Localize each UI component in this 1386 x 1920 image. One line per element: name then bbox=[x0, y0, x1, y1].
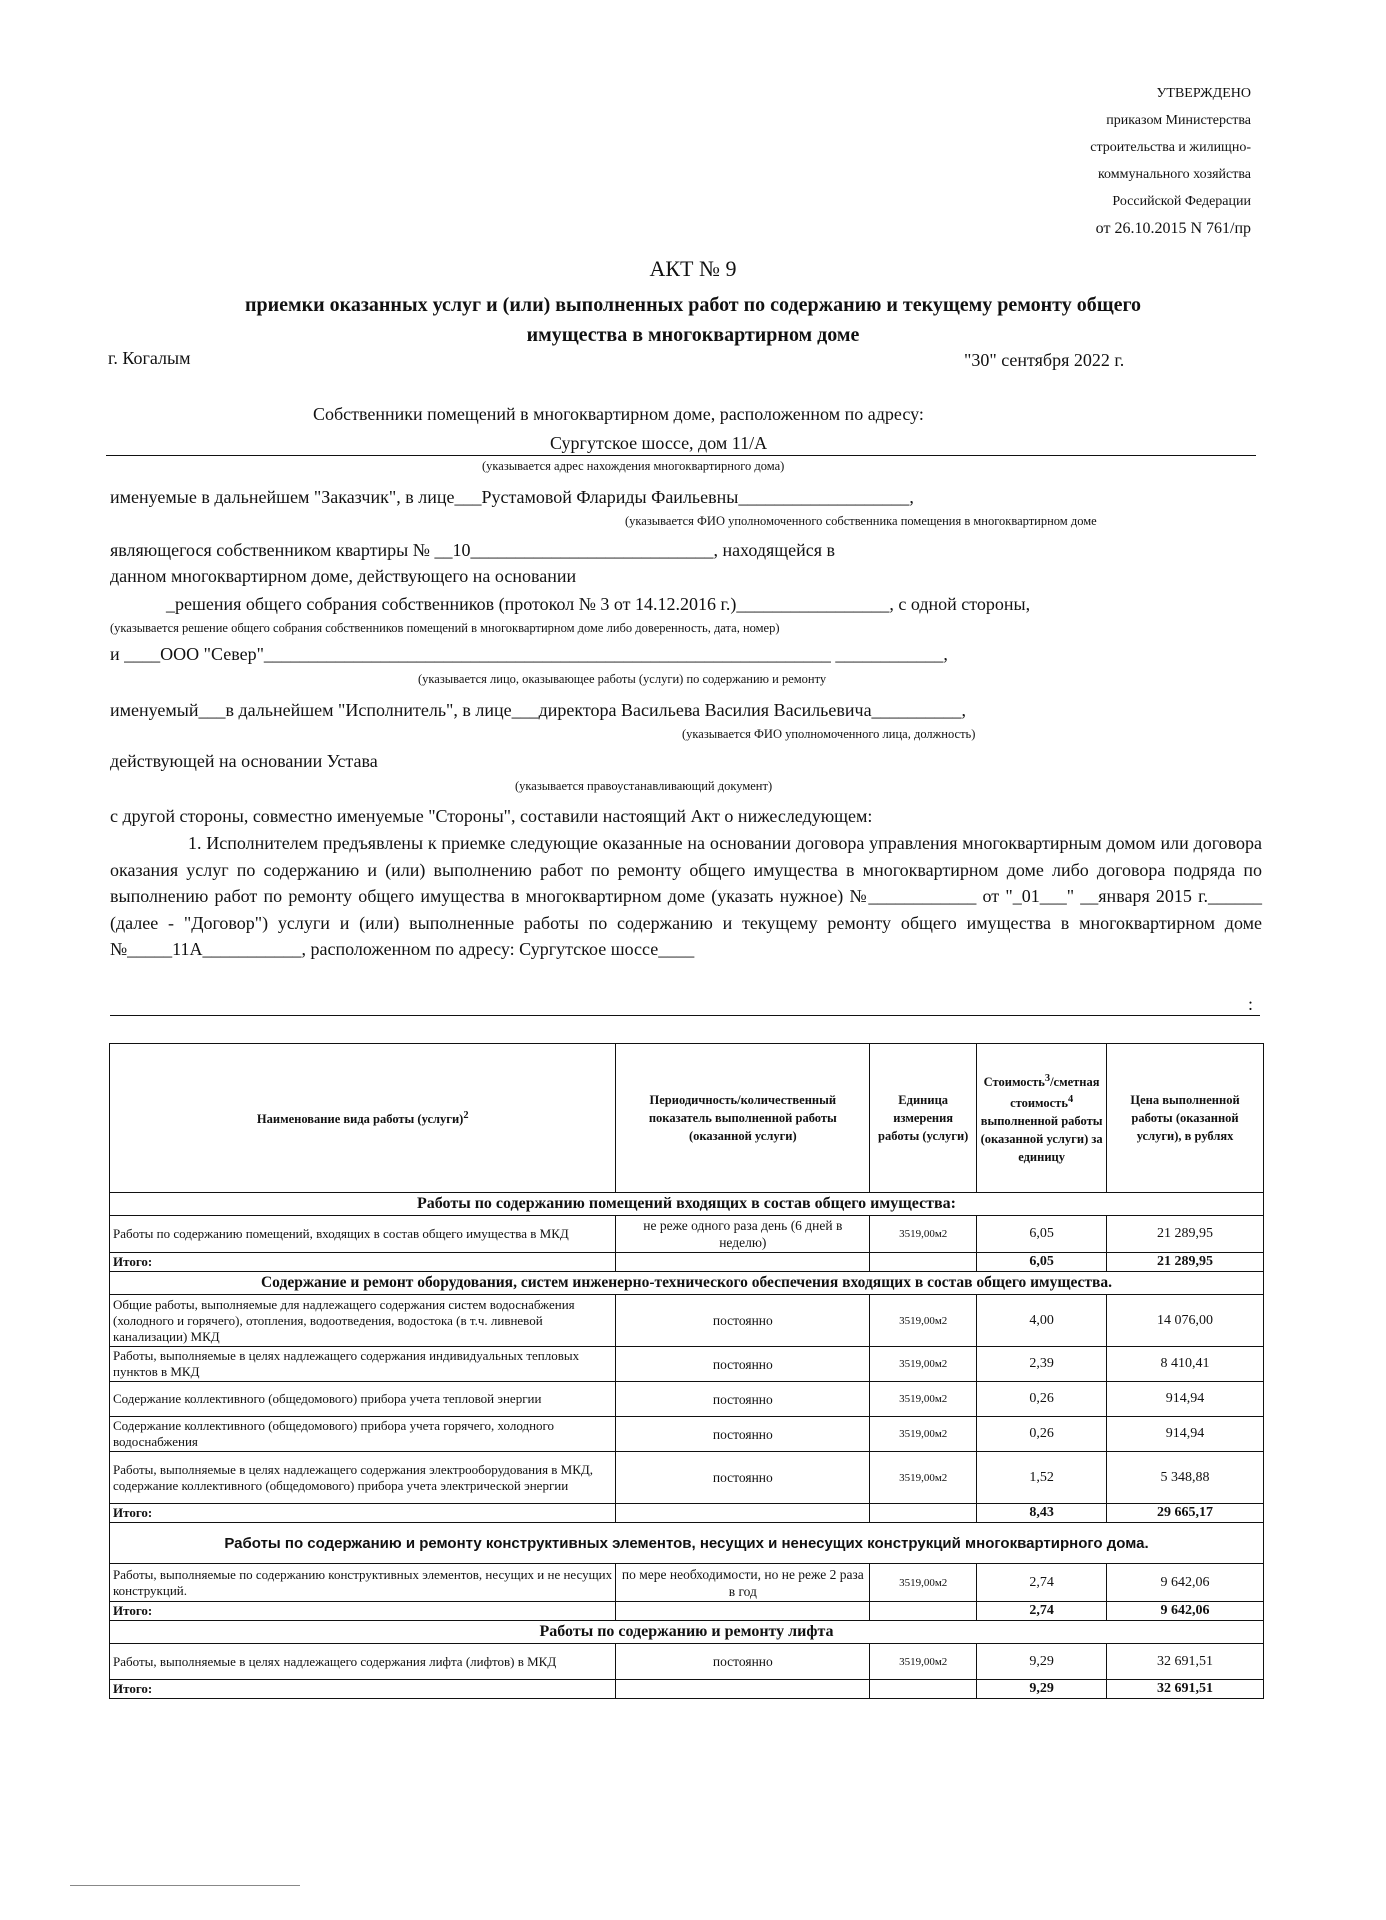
contractor-hint: (указывается лицо, оказывающее работы (услуги) по содержанию и ремонту bbox=[418, 672, 827, 686]
header-work-name-text: Наименование вида работы (услуги) bbox=[256, 1112, 464, 1127]
clause-1-text: 1. Исполнителем предъявлены к приемке следующие оказанные на основании договора управления многоквартирным домом или договора оказания услуг по содержанию и (или) выполнению работ по ремонту общего имущества в многоквартирном доме либо договора подряда по выполнению работ по ремонту общего имущества в многоквартирном доме (указать нужное) №____________ от "_01___" __января 2015 г.______ (далее - "Договор") услуги и (или) выполненные работы по содержанию и текущему ремонту общего имущества в многоквартирном доме №_____11А___________, расположенном по адресу: Сургутское шоссе____ bbox=[110, 833, 1262, 959]
scan-edge-line bbox=[70, 1885, 300, 1886]
unit-cost-cell: 2,39 bbox=[977, 1347, 1107, 1382]
header-price: Цена выполненной работы (оказанной услуги), в рублях bbox=[1107, 1044, 1264, 1193]
total-cost: 9,29 bbox=[977, 1680, 1107, 1699]
header-unit-cost-text: выполненной работы (оказанной услуги) за единицу bbox=[980, 1114, 1103, 1165]
work-name-cell: Работы по содержанию помещений, входящих в состав общего имущества в МКД bbox=[110, 1216, 616, 1253]
section-title: Работы по содержанию и ремонту лифта bbox=[110, 1621, 1264, 1644]
table-header-row bbox=[110, 1044, 1264, 1193]
price-cell: 914,94 bbox=[1107, 1382, 1264, 1417]
unit-cell: 3519,00м2 bbox=[870, 1216, 977, 1253]
table-row bbox=[110, 1452, 1264, 1504]
footnote-mark: 4 bbox=[1067, 1094, 1074, 1105]
customer-line: именуемые в дальнейшем "Заказчик", в лице___Рустамовой Флариды Фаильевны___________________, bbox=[110, 487, 914, 507]
address-underline bbox=[106, 455, 1256, 456]
periodicity-cell: не реже одного раза день (6 дней в неделю) bbox=[616, 1216, 870, 1253]
unit-cost-cell: 4,00 bbox=[977, 1295, 1107, 1347]
price-cell: 9 642,06 bbox=[1107, 1564, 1264, 1602]
unit-cell: 3519,00м2 bbox=[870, 1564, 977, 1602]
charter-hint: (указывается правоустанавливающий документ) bbox=[515, 779, 773, 793]
header-unit-cost-text: /сметная стоимость bbox=[1010, 1075, 1100, 1111]
total-label: Итого: bbox=[110, 1504, 616, 1523]
header-unit-cost-text: Стоимость bbox=[983, 1075, 1045, 1089]
work-name-cell: Работы, выполняемые по содержанию конструктивных элементов, несущих и не несущих конструкций. bbox=[110, 1564, 616, 1602]
total-cost: 8,43 bbox=[977, 1504, 1107, 1523]
total-cost: 6,05 bbox=[977, 1253, 1107, 1272]
approval-line: Российской Федерации bbox=[1112, 194, 1251, 209]
periodicity-cell: постоянно bbox=[616, 1417, 870, 1452]
header-work-name bbox=[110, 1044, 616, 1193]
table-row bbox=[110, 1295, 1264, 1347]
periodicity-cell: постоянно bbox=[616, 1295, 870, 1347]
decision-line: _решения общего собрания собственников (протокол № 3 от 14.12.2016 г.)_________________, с одной стороны, bbox=[166, 594, 1031, 614]
total-row bbox=[110, 1253, 1264, 1272]
unit-cell: 3519,00м2 bbox=[870, 1452, 977, 1504]
charter-line: действующей на основании Устава bbox=[110, 751, 378, 771]
unit-cost-cell: 2,74 bbox=[977, 1564, 1107, 1602]
unit-cost-cell: 0,26 bbox=[977, 1382, 1107, 1417]
total-price: 32 691,51 bbox=[1107, 1680, 1264, 1699]
unit-cell: 3519,00м2 bbox=[870, 1347, 977, 1382]
total-price: 29 665,17 bbox=[1107, 1504, 1264, 1523]
executor-line: именуемый___в дальнейшем "Исполнитель", в лице___директора Васильева Василия Васильевича__________, bbox=[110, 700, 967, 720]
price-cell: 5 348,88 bbox=[1107, 1452, 1264, 1504]
table-row bbox=[110, 1216, 1264, 1253]
price-cell: 914,94 bbox=[1107, 1417, 1264, 1452]
work-name-cell: Работы, выполняемые в целях надлежащего содержания лифта (лифтов) в МКД bbox=[110, 1644, 616, 1680]
customer-hint: (указывается ФИО уполномоченного собственника помещения в многоквартирном доме bbox=[625, 514, 1097, 528]
city: г. Когалым bbox=[108, 348, 191, 368]
work-name-cell: Общие работы, выполняемые для надлежащего содержания систем водоснабжения (холодного и горячего), отопления, водоотведения, водостока (в т.ч. ливневой канализации) МКД bbox=[110, 1295, 616, 1347]
periodicity-cell: постоянно bbox=[616, 1644, 870, 1680]
approval-line: УТВЕРЖДЕНО bbox=[1156, 86, 1251, 101]
footnote-mark: 3 bbox=[1044, 1072, 1051, 1084]
total-label: Итого: bbox=[110, 1680, 616, 1699]
approval-line: коммунального хозяйства bbox=[1097, 167, 1251, 182]
unit-cost-cell: 6,05 bbox=[977, 1216, 1107, 1253]
section-title-row bbox=[110, 1621, 1264, 1644]
clause-underline bbox=[110, 1015, 1260, 1016]
header-unit: Единица измерения работы (услуги) bbox=[870, 1044, 977, 1193]
total-empty-cell bbox=[616, 1680, 870, 1699]
decision-hint: (указывается решение общего собрания собственников помещений в многоквартирном доме либо доверенность, дата, номер) bbox=[110, 621, 780, 635]
table-row bbox=[110, 1347, 1264, 1382]
table-row bbox=[110, 1417, 1264, 1452]
total-row bbox=[110, 1504, 1264, 1523]
unit-cell: 3519,00м2 bbox=[870, 1417, 977, 1452]
approval-stamp-block bbox=[1090, 80, 1251, 242]
section-title-row bbox=[110, 1523, 1264, 1564]
approval-line: от 26.10.2015 N 761/пр bbox=[1095, 220, 1251, 237]
total-label: Итого: bbox=[110, 1253, 616, 1272]
total-empty-cell bbox=[870, 1602, 977, 1621]
unit-cost-cell: 1,52 bbox=[977, 1452, 1107, 1504]
periodicity-cell: постоянно bbox=[616, 1382, 870, 1417]
basis-line: данном многоквартирном доме, действующего на основании bbox=[110, 566, 577, 586]
price-cell: 21 289,95 bbox=[1107, 1216, 1264, 1253]
executor-hint: (указывается ФИО уполномоченного лица, должность) bbox=[682, 727, 976, 741]
act-date: "30" сентября 2022 г. bbox=[964, 350, 1125, 370]
total-cost: 2,74 bbox=[977, 1602, 1107, 1621]
total-price: 9 642,06 bbox=[1107, 1602, 1264, 1621]
table-row bbox=[110, 1644, 1264, 1680]
clause-1 bbox=[110, 830, 1262, 963]
total-empty-cell bbox=[616, 1602, 870, 1621]
clause-colon: : bbox=[1248, 994, 1254, 1014]
owner-line: являющегося собственником квартиры № __10___________________________, находящейся в bbox=[110, 540, 836, 560]
section-title: Работы по содержанию помещений входящих в состав общего имущества: bbox=[110, 1193, 1264, 1216]
section-title-row bbox=[110, 1193, 1264, 1216]
header-unit-cost bbox=[977, 1044, 1107, 1193]
section-title: Содержание и ремонт оборудования, систем инженерно-технического обеспечения входящих в состав общего имущества. bbox=[110, 1272, 1264, 1295]
unit-cell: 3519,00м2 bbox=[870, 1295, 977, 1347]
price-cell: 14 076,00 bbox=[1107, 1295, 1264, 1347]
footnote-mark: 2 bbox=[463, 1110, 469, 1122]
total-label: Итого: bbox=[110, 1602, 616, 1621]
section-title-row bbox=[110, 1272, 1264, 1295]
price-cell: 32 691,51 bbox=[1107, 1644, 1264, 1680]
approval-line: строительства и жилищно- bbox=[1090, 140, 1251, 155]
total-empty-cell bbox=[870, 1504, 977, 1523]
address-hint: (указывается адрес нахождения многоквартирного дома) bbox=[482, 459, 785, 473]
section-title: Работы по содержанию и ремонту конструктивных элементов, несущих и ненесущих конструкций многоквартирного дома. bbox=[110, 1523, 1264, 1564]
work-name-cell: Работы, выполняемые в целях надлежащего содержания индивидуальных тепловых пунктов в МКД bbox=[110, 1347, 616, 1382]
act-subtitle bbox=[0, 290, 1386, 350]
owners-intro: Собственники помещений в многоквартирном доме, расположенном по адресу: bbox=[313, 404, 924, 424]
act-subtitle-line: приемки оказанных услуг и (или) выполненных работ по содержанию и текущему ремонту общего bbox=[244, 294, 1142, 316]
work-name-cell: Работы, выполняемые в целях надлежащего содержания электрооборудования в МКД, содержание коллективного (общедомового) прибора учета электрической энергии bbox=[110, 1452, 616, 1504]
total-empty-cell bbox=[616, 1504, 870, 1523]
unit-cell: 3519,00м2 bbox=[870, 1382, 977, 1417]
periodicity-cell: постоянно bbox=[616, 1347, 870, 1382]
work-name-cell: Содержание коллективного (общедомового) прибора учета тепловой энергии bbox=[110, 1382, 616, 1417]
unit-cost-cell: 0,26 bbox=[977, 1417, 1107, 1452]
total-row bbox=[110, 1602, 1264, 1621]
unit-cost-cell: 9,29 bbox=[977, 1644, 1107, 1680]
total-row bbox=[110, 1680, 1264, 1699]
table-row bbox=[110, 1564, 1264, 1602]
total-empty-cell bbox=[870, 1680, 977, 1699]
total-empty-cell bbox=[870, 1253, 977, 1272]
periodicity-cell: постоянно bbox=[616, 1452, 870, 1504]
act-subtitle-line: имущества в многоквартирном доме bbox=[526, 324, 860, 346]
table-row bbox=[110, 1382, 1264, 1417]
house-address: Сургутское шоссе, дом 11/А bbox=[550, 433, 768, 453]
work-name-cell: Содержание коллективного (общедомового) прибора учета горячего, холодного водоснабжения bbox=[110, 1417, 616, 1452]
total-empty-cell bbox=[616, 1253, 870, 1272]
price-cell: 8 410,41 bbox=[1107, 1347, 1264, 1382]
contractor-line: и ____ООО "Север"_______________________________________________________________ ____________, bbox=[110, 644, 948, 664]
other-side-line: с другой стороны, совместно именуемые "Стороны", составили настоящий Акт о нижеследующем: bbox=[110, 806, 873, 826]
approval-line: приказом Министерства bbox=[1106, 113, 1251, 128]
unit-cell: 3519,00м2 bbox=[870, 1644, 977, 1680]
periodicity-cell: по мере необходимости, но не реже 2 раза в год bbox=[616, 1564, 870, 1602]
header-periodicity: Периодичность/количественный показатель выполненной работы (оказанной услуги) bbox=[616, 1044, 870, 1193]
act-title: АКТ № 9 bbox=[649, 256, 737, 281]
total-price: 21 289,95 bbox=[1107, 1253, 1264, 1272]
works-table bbox=[109, 1043, 1264, 1699]
